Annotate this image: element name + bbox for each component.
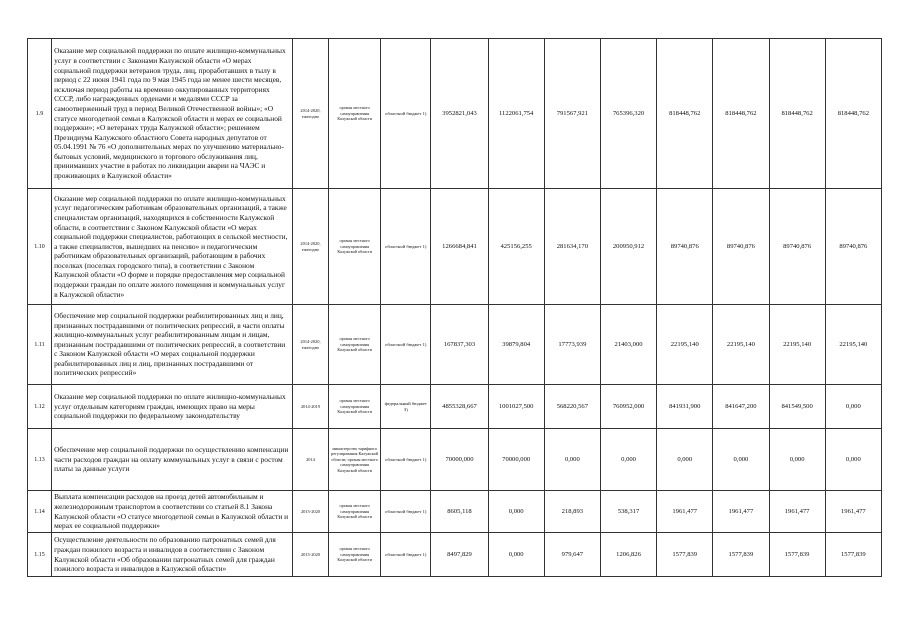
total-value: 8605,118 [431, 491, 488, 533]
year-value: 1961,477 [825, 491, 881, 533]
funding-source: областной бюджет 1) [381, 429, 431, 491]
total-value: 70000,000 [431, 429, 488, 491]
year-value: 0,000 [657, 429, 713, 491]
row-number: 1.13 [28, 429, 52, 491]
executor: органы местного самоуправления Калужской области [329, 39, 381, 189]
year-value: 0,000 [825, 429, 881, 491]
implementation-period: 2015-2020 [292, 491, 328, 533]
table-row [28, 429, 882, 491]
year-value: 22195,140 [657, 305, 713, 385]
year-value: 89740,876 [713, 189, 769, 305]
total-value: 4855328,667 [431, 385, 488, 429]
program-table [27, 38, 882, 577]
row-number: 1.15 [28, 533, 52, 577]
executor: министерство тарифного регулирования Калужской области; органы местного самоуправления Калужской области [329, 429, 381, 491]
year-value: 89740,876 [825, 189, 881, 305]
total-value: 8497,829 [431, 533, 488, 577]
year-value: 791567,921 [544, 39, 600, 189]
funding-source: федеральный бюджет 3) [381, 385, 431, 429]
implementation-period: 2015-2020 [292, 533, 328, 577]
table-row [28, 39, 882, 189]
row-number: 1.12 [28, 385, 52, 429]
year-value: 1577,839 [769, 533, 825, 577]
table-row [28, 189, 882, 305]
executor: органы местного самоуправления Калужской области [329, 491, 381, 533]
total-value: 1266684,841 [431, 189, 488, 305]
funding-source: областной бюджет 1) [381, 533, 431, 577]
row-number: 1.9 [28, 39, 52, 189]
measure-description: Оказание мер социальной поддержки по оплате жилищно-коммунальных услуг отдельным категориям граждан, имеющих право на меры социальной поддержки по федеральному законодательству [52, 385, 293, 429]
row-number: 1.14 [28, 491, 52, 533]
year-value: 538,317 [600, 491, 656, 533]
implementation-period: 2014-2020, ежегодно [292, 189, 328, 305]
implementation-period: 2014-2020, ежегодно [292, 305, 328, 385]
year-value: 568220,567 [544, 385, 600, 429]
year-value: 841647,200 [713, 385, 769, 429]
funding-source: областной бюджет 1) [381, 305, 431, 385]
measure-description: Обеспечение мер социальной поддержки реабилитированных лиц и лиц, признанных пострадавшими от политических репрессий, в части оплаты жилищно-коммунальных услуг реабилитированным лицам и лицам, признанным пострадавшими от политических репрессий, в соответствии с Законом Калужской области «О мерах социальной поддержки реабилитированных лиц и лиц, признанных пострадавшими от политических репрессий» [52, 305, 293, 385]
year-value: 17773,939 [544, 305, 600, 385]
funding-source: областной бюджет 1) [381, 189, 431, 305]
funding-source: областной бюджет 1) [381, 39, 431, 189]
year-value: 1577,839 [825, 533, 881, 577]
row-number: 1.10 [28, 189, 52, 305]
year-value: 0,000 [544, 429, 600, 491]
year-value: 281634,170 [544, 189, 600, 305]
year-value: 0,000 [600, 429, 656, 491]
year-value: 89740,876 [769, 189, 825, 305]
measure-description: Оказание мер социальной поддержки по оплате жилищно-коммунальных услуг в соответствии с Законами Калужской области «О мерах социальной поддержки ветеранов труда, лиц, проработавших в тылу в период с 22 июня 1941 года по 9 мая 1945 года не менее шести месяцев, исключая период работы на временно оккупированных территориях СССР, либо награжденных орденами и медалями СССР за самоотверженный труд в период Великой Отечественной войны»; «О статусе многодетной семьи в Калужской области и мерах ее социальной поддержки»; «О ветеранах труда Калужской области»; решением Президиума Калужского областного Совета народных депутатов от 05.04.1991 № 76 «О дополнительных мерах по улучшению материально-бытовых условий, медицинского и торгового обслуживания лиц, принимавших участие в работах по ликвидации аварии на ЧАЭС и проживающих в Калужской области» [52, 39, 293, 189]
year-value: 760952,000 [600, 385, 656, 429]
year-value: 22195,140 [769, 305, 825, 385]
year-value: 425156,255 [488, 189, 544, 305]
year-value: 0,000 [488, 533, 544, 577]
table-row [28, 305, 882, 385]
year-value: 818448,762 [825, 39, 881, 189]
year-value: 1577,839 [657, 533, 713, 577]
implementation-period: 2014-2020, ежегодно [292, 39, 328, 189]
year-value: 0,000 [825, 385, 881, 429]
year-value: 818448,762 [713, 39, 769, 189]
year-value: 89740,876 [657, 189, 713, 305]
year-value: 818448,762 [657, 39, 713, 189]
measure-description: Выплата компенсации расходов на проезд детей автомобильным и железнодорожным транспортом в соответствии со статьей 8.1 Закона Калужской области «О статусе многодетной семьи в Калужской области и мерах ее социальной поддержки» [52, 491, 293, 533]
table-row [28, 491, 882, 533]
year-value: 0,000 [713, 429, 769, 491]
row-number: 1.11 [28, 305, 52, 385]
year-value: 70000,000 [488, 429, 544, 491]
year-value: 0,000 [769, 429, 825, 491]
year-value: 1577,839 [713, 533, 769, 577]
year-value: 22195,140 [713, 305, 769, 385]
year-value: 841549,500 [769, 385, 825, 429]
year-value: 22195,140 [825, 305, 881, 385]
implementation-period: 2014-2019 [292, 385, 328, 429]
total-value: 3952821,043 [431, 39, 488, 189]
year-value: 21403,000 [600, 305, 656, 385]
year-value: 200950,912 [600, 189, 656, 305]
year-value: 765396,320 [600, 39, 656, 189]
year-value: 818448,762 [769, 39, 825, 189]
table-row [28, 533, 882, 577]
year-value: 1001027,500 [488, 385, 544, 429]
executor: органы местного самоуправления Калужской области [329, 385, 381, 429]
total-value: 167837,303 [431, 305, 488, 385]
measure-description: Осуществление деятельности по образованию патронатных семей для граждан пожилого возраста и инвалидов в соответствии с Законом Калужской области «Об образовании патронатных семей для граждан пожилого возраста и инвалидов в Калужской области» [52, 533, 293, 577]
year-value: 1206,826 [600, 533, 656, 577]
implementation-period: 2014 [292, 429, 328, 491]
year-value: 979,647 [544, 533, 600, 577]
year-value: 0,000 [488, 491, 544, 533]
measure-description: Оказание мер социальной поддержки по оплате жилищно-коммунальных услуг педагогическим работникам образовательных организаций, а также специалистам организаций, находящихся в собственности Калужской области, в соответствии с Законом Калужской области «О мерах социальной поддержки специалистов, работающих в сельской местности, а также специалистов, вышедших на пенсию» и педагогическим работникам образовательных организаций, работающим в рабочих поселках (поселках городского типа), в соответствии с Законом Калужской области «О форме и порядке предоставления мер социальной поддержки граждан по оплате жилого помещения и коммунальных услуг в Калужской области» [52, 189, 293, 305]
table-row [28, 385, 882, 429]
year-value: 841931,900 [657, 385, 713, 429]
year-value: 1122061,754 [488, 39, 544, 189]
executor: органы местного самоуправления Калужской области [329, 189, 381, 305]
measure-description: Обеспечение мер социальной поддержки по осуществлению компенсации части расходов граждан на оплату коммунальных услуг в связи с ростом платы за данные услуги [52, 429, 293, 491]
year-value: 218,893 [544, 491, 600, 533]
year-value: 1961,477 [657, 491, 713, 533]
executor: органы местного самоуправления Калужской области [329, 305, 381, 385]
year-value: 1961,477 [769, 491, 825, 533]
year-value: 1961,477 [713, 491, 769, 533]
funding-source: областной бюджет 1) [381, 491, 431, 533]
year-value: 39879,804 [488, 305, 544, 385]
executor: органы местного самоуправления Калужской области [329, 533, 381, 577]
